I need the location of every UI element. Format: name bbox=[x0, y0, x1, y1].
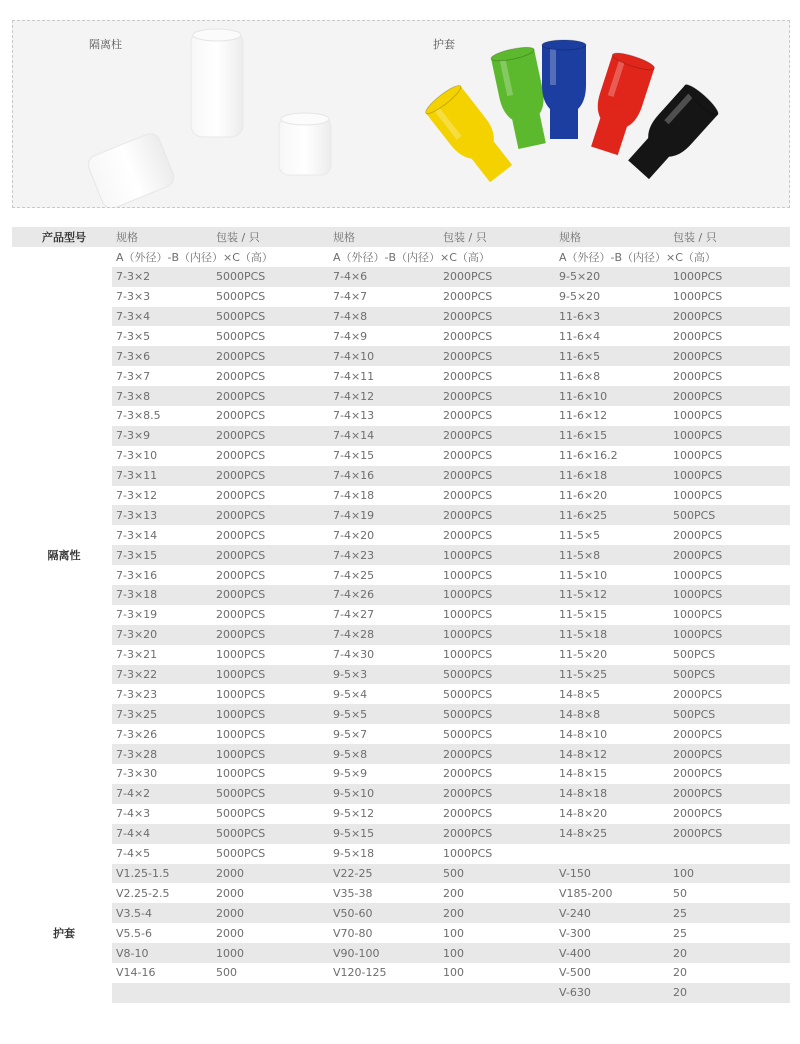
pack-cell: 2000PCS bbox=[216, 489, 266, 503]
pack-cell: 2000PCS bbox=[212, 625, 329, 645]
spec-cell: 7-4×6 bbox=[329, 267, 439, 287]
spec-cell: 7-3×22 bbox=[112, 665, 212, 685]
pack-cell: 2000PCS bbox=[673, 329, 723, 343]
pack-cell: 5000PCS bbox=[443, 687, 493, 701]
pack-cell: 2000PCS bbox=[443, 369, 493, 383]
header-pack: 包装 / 只 bbox=[669, 227, 790, 247]
spec-cell: 14-8×18 bbox=[555, 784, 669, 804]
spec-cell: 11-5×12 bbox=[555, 585, 669, 605]
pack-cell: 5000PCS bbox=[216, 847, 266, 861]
pack-cell: 500PCS bbox=[673, 648, 716, 662]
pack-cell: 1000PCS bbox=[216, 727, 266, 741]
table-row bbox=[12, 605, 790, 625]
pack-cell: 2000PCS bbox=[673, 807, 723, 821]
pack-cell: 2000PCS bbox=[216, 449, 266, 463]
spec-cell: 7-3×3 bbox=[116, 290, 151, 304]
header-pack: 包装 / 只 bbox=[439, 227, 555, 247]
spec-cell: 7-4×18 bbox=[333, 489, 375, 503]
sleeve-item bbox=[542, 40, 586, 139]
pack-cell: 1000PCS bbox=[439, 625, 555, 645]
spec-cell: 7-3×15 bbox=[112, 545, 212, 565]
pack-cell: 2000PCS bbox=[669, 784, 790, 804]
pack-cell: 2000PCS bbox=[212, 505, 329, 525]
table-row bbox=[12, 346, 790, 366]
pack-cell: 2000PCS bbox=[443, 290, 493, 304]
category-label: 护套 bbox=[12, 864, 112, 1003]
table-row bbox=[12, 426, 790, 446]
spec-cell: 7-3×18 bbox=[112, 585, 212, 605]
pack-cell: 500PCS bbox=[669, 665, 790, 685]
pack-cell: 2000PCS bbox=[439, 267, 555, 287]
pack-cell: 1000PCS bbox=[673, 290, 723, 304]
pack-cell: 200 bbox=[443, 886, 464, 900]
table-row bbox=[12, 645, 790, 665]
spec-cell: 7-4×11 bbox=[333, 369, 375, 383]
spec-cell: 7-4×3 bbox=[116, 807, 151, 821]
spec-cell: 11-6×5 bbox=[555, 346, 669, 366]
pack-cell: 1000PCS bbox=[439, 545, 555, 565]
spec-cell: 11-6×3 bbox=[555, 307, 669, 327]
pack-cell: 1000PCS bbox=[673, 489, 723, 503]
pack-cell: 2000PCS bbox=[216, 608, 266, 622]
table-row bbox=[12, 724, 790, 744]
pack-cell: 5000PCS bbox=[216, 290, 266, 304]
subheader-formula: A（外径）-B（内径）×C（高） bbox=[559, 250, 716, 264]
table-row bbox=[12, 784, 790, 804]
pack-cell: 2000PCS bbox=[669, 346, 790, 366]
subheader-formula: A（外径）-B（内径）×C（高） bbox=[116, 250, 273, 264]
spacer-photo-label: 隔离柱 bbox=[89, 38, 122, 51]
pack-cell: 2000PCS bbox=[439, 466, 555, 486]
spec-cell: 9-5×3 bbox=[329, 665, 439, 685]
spec-cell bbox=[329, 983, 439, 1003]
spacer-photo bbox=[85, 29, 331, 207]
spec-cell: 7-4×27 bbox=[333, 608, 375, 622]
pack-cell: 2000PCS bbox=[443, 409, 493, 423]
spec-cell: 7-3×4 bbox=[112, 307, 212, 327]
spec-cell: 11-6×16.2 bbox=[559, 449, 618, 463]
header-pack: 包装 / 只 bbox=[212, 227, 329, 247]
spec-cell: 9-5×20 bbox=[559, 290, 601, 304]
table-row bbox=[12, 545, 790, 565]
table-row bbox=[12, 466, 790, 486]
pack-cell: 2000PCS bbox=[673, 767, 723, 781]
pack-cell: 200 bbox=[439, 903, 555, 923]
sleeve-photo bbox=[423, 40, 721, 187]
pack-cell: 2000 bbox=[216, 926, 244, 940]
spec-cell: 7-3×28 bbox=[112, 744, 212, 764]
pack-cell: 1000PCS bbox=[673, 568, 723, 582]
pack-cell: 1000PCS bbox=[669, 426, 790, 446]
pack-cell bbox=[212, 983, 329, 1003]
pack-cell: 2000PCS bbox=[212, 346, 329, 366]
pack-cell: 2000PCS bbox=[439, 505, 555, 525]
spec-cell: 7-4×13 bbox=[333, 409, 375, 423]
spec-cell: 7-3×30 bbox=[116, 767, 158, 781]
pack-cell: 1000PCS bbox=[212, 704, 329, 724]
pack-cell: 100 bbox=[443, 926, 464, 940]
table-row bbox=[12, 525, 790, 545]
pack-cell: 2000PCS bbox=[673, 528, 723, 542]
spec-cell: V50-60 bbox=[329, 903, 439, 923]
pack-cell: 2000PCS bbox=[673, 687, 723, 701]
table-row bbox=[12, 307, 790, 327]
spec-cell: 7-4×2 bbox=[112, 784, 212, 804]
pack-cell: 2000PCS bbox=[443, 329, 493, 343]
pack-cell: 25 bbox=[669, 903, 790, 923]
table-row bbox=[12, 883, 790, 903]
spec-cell: 7-3×14 bbox=[116, 528, 158, 542]
pack-cell: 1000PCS bbox=[669, 267, 790, 287]
spec-cell: 7-3×12 bbox=[116, 489, 158, 503]
spec-cell: 7-4×4 bbox=[112, 824, 212, 844]
spec-cell: 7-4×9 bbox=[333, 329, 368, 343]
table-row bbox=[12, 903, 790, 923]
spec-cell: 11-6×25 bbox=[555, 505, 669, 525]
spec-cell: 7-3×10 bbox=[116, 449, 158, 463]
spec-cell: 7-4×28 bbox=[329, 625, 439, 645]
product-photo-panel bbox=[12, 20, 790, 208]
table-row bbox=[12, 704, 790, 724]
spec-cell: 7-3×25 bbox=[112, 704, 212, 724]
spec-cell: 7-4×12 bbox=[329, 386, 439, 406]
pack-cell: 5000PCS bbox=[212, 824, 329, 844]
pack-cell: 1000PCS bbox=[673, 409, 723, 423]
header-spec: 规格 bbox=[329, 227, 439, 247]
pack-cell: 2000PCS bbox=[443, 489, 493, 503]
spec-cell: 7-3×21 bbox=[116, 648, 158, 662]
spec-cell: 7-3×8.5 bbox=[116, 409, 161, 423]
spec-cell: V-630 bbox=[555, 983, 669, 1003]
spec-cell: 14-8×10 bbox=[559, 727, 608, 741]
pack-cell: 2000PCS bbox=[212, 585, 329, 605]
pack-cell bbox=[669, 844, 790, 864]
header-spec: 规格 bbox=[112, 227, 212, 247]
pack-cell: 1000PCS bbox=[216, 648, 266, 662]
spec-cell: 9-5×20 bbox=[555, 267, 669, 287]
pack-cell: 2000PCS bbox=[669, 386, 790, 406]
pack-cell: 2000PCS bbox=[439, 426, 555, 446]
table-header-row bbox=[12, 227, 790, 247]
spec-cell: 9-5×15 bbox=[329, 824, 439, 844]
pack-cell: 2000 bbox=[212, 864, 329, 884]
pack-cell: 2000PCS bbox=[439, 386, 555, 406]
pack-cell: 2000PCS bbox=[443, 767, 493, 781]
pack-cell: 2000PCS bbox=[216, 409, 266, 423]
pack-cell: 2000PCS bbox=[216, 568, 266, 582]
pack-cell: 25 bbox=[673, 926, 687, 940]
sleeve-item bbox=[583, 50, 655, 158]
pack-cell: 1000PCS bbox=[673, 608, 723, 622]
spec-cell: 11-5×25 bbox=[555, 665, 669, 685]
pack-cell: 2000 bbox=[212, 903, 329, 923]
spec-cell: V-300 bbox=[559, 926, 591, 940]
pack-cell: 5000PCS bbox=[212, 267, 329, 287]
pack-cell: 500PCS bbox=[669, 505, 790, 525]
spec-cell: V-400 bbox=[555, 943, 669, 963]
table-row bbox=[12, 804, 790, 824]
spec-cell: 11-6×18 bbox=[555, 466, 669, 486]
pack-cell: 50 bbox=[673, 886, 687, 900]
table-row bbox=[12, 326, 790, 346]
spec-cell: V70-80 bbox=[333, 926, 373, 940]
pack-cell: 5000PCS bbox=[439, 704, 555, 724]
spec-cell: 14-8×25 bbox=[555, 824, 669, 844]
spec-cell: 11-5×18 bbox=[555, 625, 669, 645]
pack-cell: 2000PCS bbox=[212, 386, 329, 406]
pack-cell: 20 bbox=[669, 983, 790, 1003]
table-row bbox=[12, 684, 790, 704]
spec-cell: 7-3×7 bbox=[116, 369, 151, 383]
pack-cell: 2000PCS bbox=[216, 528, 266, 542]
spec-cell: V120-125 bbox=[333, 966, 387, 980]
spec-cell: 7-4×30 bbox=[333, 648, 375, 662]
table-row bbox=[12, 744, 790, 764]
spec-cell: 7-4×19 bbox=[329, 505, 439, 525]
spec-cell: 7-3×13 bbox=[112, 505, 212, 525]
pack-cell: 1000 bbox=[212, 943, 329, 963]
spec-cell: V3.5-4 bbox=[112, 903, 212, 923]
spec-table bbox=[12, 227, 790, 1003]
spec-cell: 14-8×5 bbox=[559, 687, 601, 701]
spec-cell: 7-3×9 bbox=[112, 426, 212, 446]
spec-cell: 7-4×5 bbox=[116, 847, 151, 861]
table-row bbox=[12, 923, 790, 943]
pack-cell: 1000PCS bbox=[669, 585, 790, 605]
spec-cell: 11-6×15 bbox=[555, 426, 669, 446]
spec-cell: V14-16 bbox=[116, 966, 156, 980]
spec-cell: 7-4×14 bbox=[329, 426, 439, 446]
pack-cell: 5000PCS bbox=[216, 807, 266, 821]
spec-cell: 11-5×15 bbox=[559, 608, 608, 622]
pack-cell: 1000PCS bbox=[443, 608, 493, 622]
spec-cell: 7-4×20 bbox=[333, 528, 375, 542]
spec-cell: 11-6×4 bbox=[559, 329, 601, 343]
pack-cell: 2000PCS bbox=[669, 545, 790, 565]
pack-cell: 2000PCS bbox=[439, 744, 555, 764]
spec-cell: 7-3×19 bbox=[116, 608, 158, 622]
pack-cell: 5000PCS bbox=[212, 784, 329, 804]
table-row bbox=[12, 287, 790, 307]
pack-cell: 2000PCS bbox=[439, 346, 555, 366]
spec-cell: 11-5×8 bbox=[555, 545, 669, 565]
spec-cell: 9-5×4 bbox=[333, 687, 368, 701]
spec-cell: 9-5×9 bbox=[333, 767, 368, 781]
pack-cell: 100 bbox=[669, 864, 790, 884]
pack-cell: 100 bbox=[439, 943, 555, 963]
pack-cell: 5000PCS bbox=[212, 307, 329, 327]
pack-cell: 2000PCS bbox=[216, 369, 266, 383]
table-row bbox=[12, 824, 790, 844]
pack-cell: 20 bbox=[673, 966, 687, 980]
spec-cell: 7-3×20 bbox=[112, 625, 212, 645]
spec-cell: 7-3×11 bbox=[112, 466, 212, 486]
spec-cell: 9-5×8 bbox=[329, 744, 439, 764]
pack-cell: 2000PCS bbox=[669, 307, 790, 327]
spec-cell: 7-3×2 bbox=[112, 267, 212, 287]
spec-cell: V5.5-6 bbox=[116, 926, 152, 940]
table-row bbox=[12, 983, 790, 1003]
pack-cell: 2000PCS bbox=[669, 824, 790, 844]
spec-cell: 9-5×10 bbox=[329, 784, 439, 804]
spec-cell: V185-200 bbox=[559, 886, 613, 900]
pack-cell: 1000PCS bbox=[212, 665, 329, 685]
pack-cell: 1000PCS bbox=[669, 466, 790, 486]
pack-cell: 2000PCS bbox=[443, 807, 493, 821]
spec-cell: 14-8×8 bbox=[555, 704, 669, 724]
pack-cell: 2000PCS bbox=[443, 449, 493, 463]
spec-cell: 14-8×20 bbox=[559, 807, 608, 821]
pack-cell: 2000PCS bbox=[673, 727, 723, 741]
table-row bbox=[12, 665, 790, 685]
pack-cell: 500PCS bbox=[669, 704, 790, 724]
pack-cell: 1000PCS bbox=[216, 687, 266, 701]
table-row bbox=[12, 864, 790, 884]
table-row bbox=[12, 366, 790, 386]
table-row bbox=[12, 406, 790, 426]
pack-cell: 2000PCS bbox=[212, 466, 329, 486]
table-row bbox=[12, 386, 790, 406]
pack-cell: 2000PCS bbox=[669, 744, 790, 764]
pack-cell: 100 bbox=[443, 966, 464, 980]
spec-cell: V-500 bbox=[559, 966, 591, 980]
pack-cell: 2000PCS bbox=[673, 369, 723, 383]
pack-cell: 1000PCS bbox=[443, 847, 493, 861]
pack-cell: 5000PCS bbox=[216, 329, 266, 343]
table-row bbox=[12, 764, 790, 784]
pack-cell: 2000 bbox=[216, 886, 244, 900]
spec-cell: V8-10 bbox=[112, 943, 212, 963]
pack-cell: 1000PCS bbox=[443, 648, 493, 662]
pack-cell: 1000PCS bbox=[216, 767, 266, 781]
spec-cell: 7-4×23 bbox=[329, 545, 439, 565]
spec-cell: 9-5×18 bbox=[333, 847, 375, 861]
table-row bbox=[12, 565, 790, 585]
pack-cell: 1000PCS bbox=[673, 449, 723, 463]
spec-cell: 11-5×20 bbox=[559, 648, 608, 662]
table-row bbox=[12, 844, 790, 864]
pack-cell: 5000PCS bbox=[439, 665, 555, 685]
spec-cell: 7-4×7 bbox=[333, 290, 368, 304]
pack-cell: 2000PCS bbox=[212, 426, 329, 446]
spec-cell: 11-6×20 bbox=[559, 489, 608, 503]
pack-cell: 2000PCS bbox=[439, 307, 555, 327]
header-spec: 规格 bbox=[555, 227, 669, 247]
spec-cell: V-150 bbox=[555, 864, 669, 884]
pack-cell: 1000PCS bbox=[443, 568, 493, 582]
table-row bbox=[12, 505, 790, 525]
pack-cell: 2000PCS bbox=[439, 784, 555, 804]
spec-cell: V1.25-1.5 bbox=[112, 864, 212, 884]
spec-table-body bbox=[12, 227, 790, 1003]
spec-cell: 14-8×12 bbox=[555, 744, 669, 764]
pack-cell: 2000PCS bbox=[439, 824, 555, 844]
spec-cell: 11-6×12 bbox=[559, 409, 608, 423]
table-subheader-row bbox=[12, 247, 790, 267]
spec-cell bbox=[112, 983, 212, 1003]
pack-cell: 500 bbox=[439, 864, 555, 884]
pack-cell: 1000PCS bbox=[669, 625, 790, 645]
category-label: 隔离性 bbox=[12, 247, 112, 864]
spec-cell: 7-4×15 bbox=[333, 449, 375, 463]
pack-cell bbox=[439, 983, 555, 1003]
table-row bbox=[12, 486, 790, 506]
spec-cell: V22-25 bbox=[329, 864, 439, 884]
spec-cell: 7-3×16 bbox=[116, 568, 158, 582]
spec-cell: 14-8×15 bbox=[559, 767, 608, 781]
spec-cell: 11-6×10 bbox=[555, 386, 669, 406]
product-photos bbox=[13, 21, 789, 207]
spec-cell: 7-3×8 bbox=[112, 386, 212, 406]
pack-cell: 5000PCS bbox=[443, 727, 493, 741]
spec-cell: V35-38 bbox=[333, 886, 373, 900]
spec-cell: 9-5×12 bbox=[333, 807, 375, 821]
pack-cell: 2000PCS bbox=[443, 528, 493, 542]
table-row bbox=[12, 585, 790, 605]
spec-cell: 9-5×5 bbox=[329, 704, 439, 724]
subheader-formula: A（外径）-B（内径）×C（高） bbox=[333, 250, 490, 264]
spec-cell: V90-100 bbox=[329, 943, 439, 963]
spec-cell: 7-4×10 bbox=[329, 346, 439, 366]
spec-cell bbox=[555, 844, 669, 864]
spec-cell: 7-3×5 bbox=[116, 329, 151, 343]
table-row bbox=[12, 963, 790, 983]
spec-cell: 11-5×10 bbox=[559, 568, 608, 582]
table-row bbox=[12, 446, 790, 466]
spec-cell: V-240 bbox=[555, 903, 669, 923]
spec-cell: 11-5×5 bbox=[559, 528, 601, 542]
spec-cell: 7-4×25 bbox=[333, 568, 375, 582]
spec-cell: 7-3×26 bbox=[116, 727, 158, 741]
table-row bbox=[12, 625, 790, 645]
spec-cell: 7-3×6 bbox=[112, 346, 212, 366]
table-row bbox=[12, 267, 790, 287]
pack-cell: 2000PCS bbox=[212, 545, 329, 565]
sleeve-photo-label: 护套 bbox=[433, 38, 455, 51]
spec-cell: 11-6×8 bbox=[559, 369, 601, 383]
pack-cell: 20 bbox=[669, 943, 790, 963]
table-row bbox=[12, 943, 790, 963]
spec-cell: 7-4×8 bbox=[329, 307, 439, 327]
pack-cell: 1000PCS bbox=[212, 744, 329, 764]
spec-cell: 7-4×26 bbox=[329, 585, 439, 605]
spec-cell: V2.25-2.5 bbox=[116, 886, 170, 900]
pack-cell: 500 bbox=[216, 966, 237, 980]
header-category: 产品型号 bbox=[12, 227, 112, 247]
spec-cell: 7-4×16 bbox=[329, 466, 439, 486]
spec-cell: 9-5×7 bbox=[333, 727, 368, 741]
pack-cell: 1000PCS bbox=[439, 585, 555, 605]
spec-cell: 7-3×23 bbox=[116, 687, 158, 701]
